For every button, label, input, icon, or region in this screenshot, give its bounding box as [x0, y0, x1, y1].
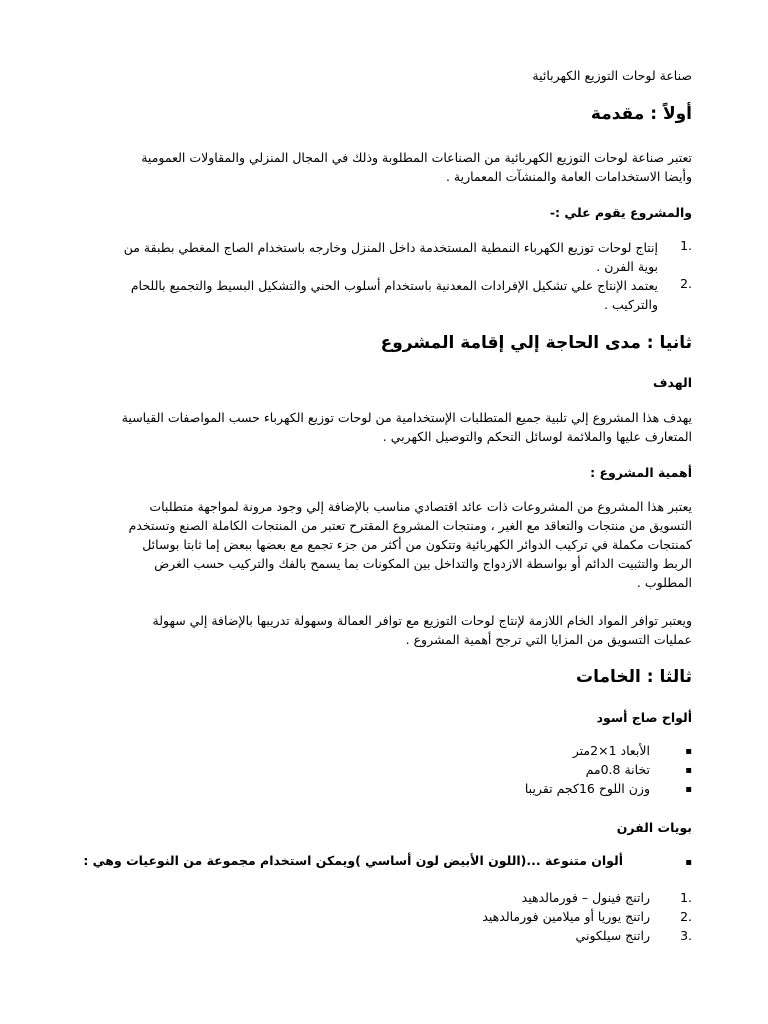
intro-paragraph-line: وأيضا الاستخدامات العامة والمنشآت المعمارية . [445, 169, 692, 184]
importance-paragraph-2 [80, 611, 692, 649]
list-item-line: بوية الفرن . [596, 259, 658, 274]
section-heading-need: ثانيا : مدى الحاجة إلي إقامة المشروع [380, 333, 692, 353]
bullet-icon: ▪ [685, 857, 692, 868]
paragraph-line: كمنتجات مكملة في تركيب الدوائر الكهربائية وتتكون من أكثر من جزء تجمع مع بعضها ببعض إما ثابتا بوسائل [142, 537, 692, 552]
list-item: راتنج يوريا أو ميلامين فورمالدهيد [482, 909, 650, 924]
list-item: راتنج فينول – فورمالدهيد [521, 890, 650, 905]
paint-colors-item: ألوان متنوعة ...(اللون الأبيض لون أساسي )ويمكن استخدام مجموعة من النوعيات وهي : [83, 853, 623, 868]
section-heading-intro: أولاً : مقدمة [590, 104, 692, 124]
list-item: الأبعاد 1×2متر [572, 743, 650, 758]
list-item: وزن اللوح 16كجم تقريبا [524, 781, 650, 796]
paragraph-line: التسويق من منتجات والتعاقد مع الغير ، ومنتجات المشروع المقترح تعتبر من المنتجات الكاملة الصنع وتستخدم [128, 518, 692, 533]
list-item: راتنج سيلكوني [575, 928, 650, 943]
goal-paragraph-line: المتعارف عليها والملائمة لوسائل التحكم والتوصيل الكهربي . [382, 429, 692, 444]
list-item [68, 238, 658, 276]
paint-heading: بويات الفرن [616, 820, 692, 835]
paragraph-line: الربط والتثبيت الدائم أو بواسطة الازدواج والتداخل بين المكونات بما يسمح بالفك والتركيب حسب الغرض [154, 556, 692, 571]
list-item-line: والتركيب . [604, 297, 658, 312]
list-item-line: يعتمد الإنتاج علي تشكيل الإفرادات المعدنية باستخدام أسلوب الحني والتشكيل البسيط والتجميع باللحام [130, 278, 658, 293]
list-number: .2 [680, 276, 692, 291]
list-number: .2 [680, 909, 692, 924]
document-title: صناعة لوحات التوزيع الكهربائية [532, 68, 692, 83]
bullet-icon: ▪ [685, 765, 692, 776]
bullet-icon: ▪ [685, 784, 692, 795]
goal-heading: الهدف [653, 375, 692, 390]
intro-paragraph-line: تعتبر صناعة لوحات التوزيع الكهربائية من الصناعات المطلوبة وذلك في المجال المنزلي والمقاولات العمومية [141, 150, 692, 165]
importance-paragraph [80, 497, 692, 592]
paragraph-line: يعتبر هذا المشروع من المشروعات ذات عائد اقتصادي مناسب بالإضافة إلي وجود مرونة لمواجهة متطلبات [149, 499, 692, 514]
list-number: .1 [680, 890, 692, 905]
project-basis-heading: والمشروع يقوم علي :- [549, 205, 692, 220]
list-number: .3 [680, 928, 692, 943]
list-item [68, 276, 658, 314]
list-number: .1 [680, 238, 692, 253]
paragraph-line: عمليات التسويق من المزايا التي ترجح أهمية المشروع . [405, 632, 692, 647]
paragraph-line: المطلوب . [636, 575, 692, 590]
importance-heading: أهمية المشروع : [590, 465, 692, 480]
sheet-heading: ألواح صاج أسود [596, 710, 692, 725]
bullet-icon: ▪ [685, 746, 692, 757]
list-item: تخانة 0.8مم [585, 762, 650, 777]
section-heading-materials: ثالثا : الخامات [576, 667, 692, 687]
list-item-line: إنتاج لوحات توزيع الكهرباء النمطية المستخدمة داخل المنزل وخارجه باستخدام الصاج المغطي بطبقة من [123, 240, 658, 255]
paragraph-line: ويعتبر توافر المواد الخام اللازمة لإنتاج لوحات التوزيع مع توافر العمالة وسهولة تدريبها بالإضافة إلي سهولة [152, 613, 692, 628]
goal-paragraph-line: يهدف هذا المشروع إلي تلبية جميع المتطلبات الإستخدامية من لوحات توزيع الكهرباء حسب المواصفات القياسية [121, 410, 692, 425]
